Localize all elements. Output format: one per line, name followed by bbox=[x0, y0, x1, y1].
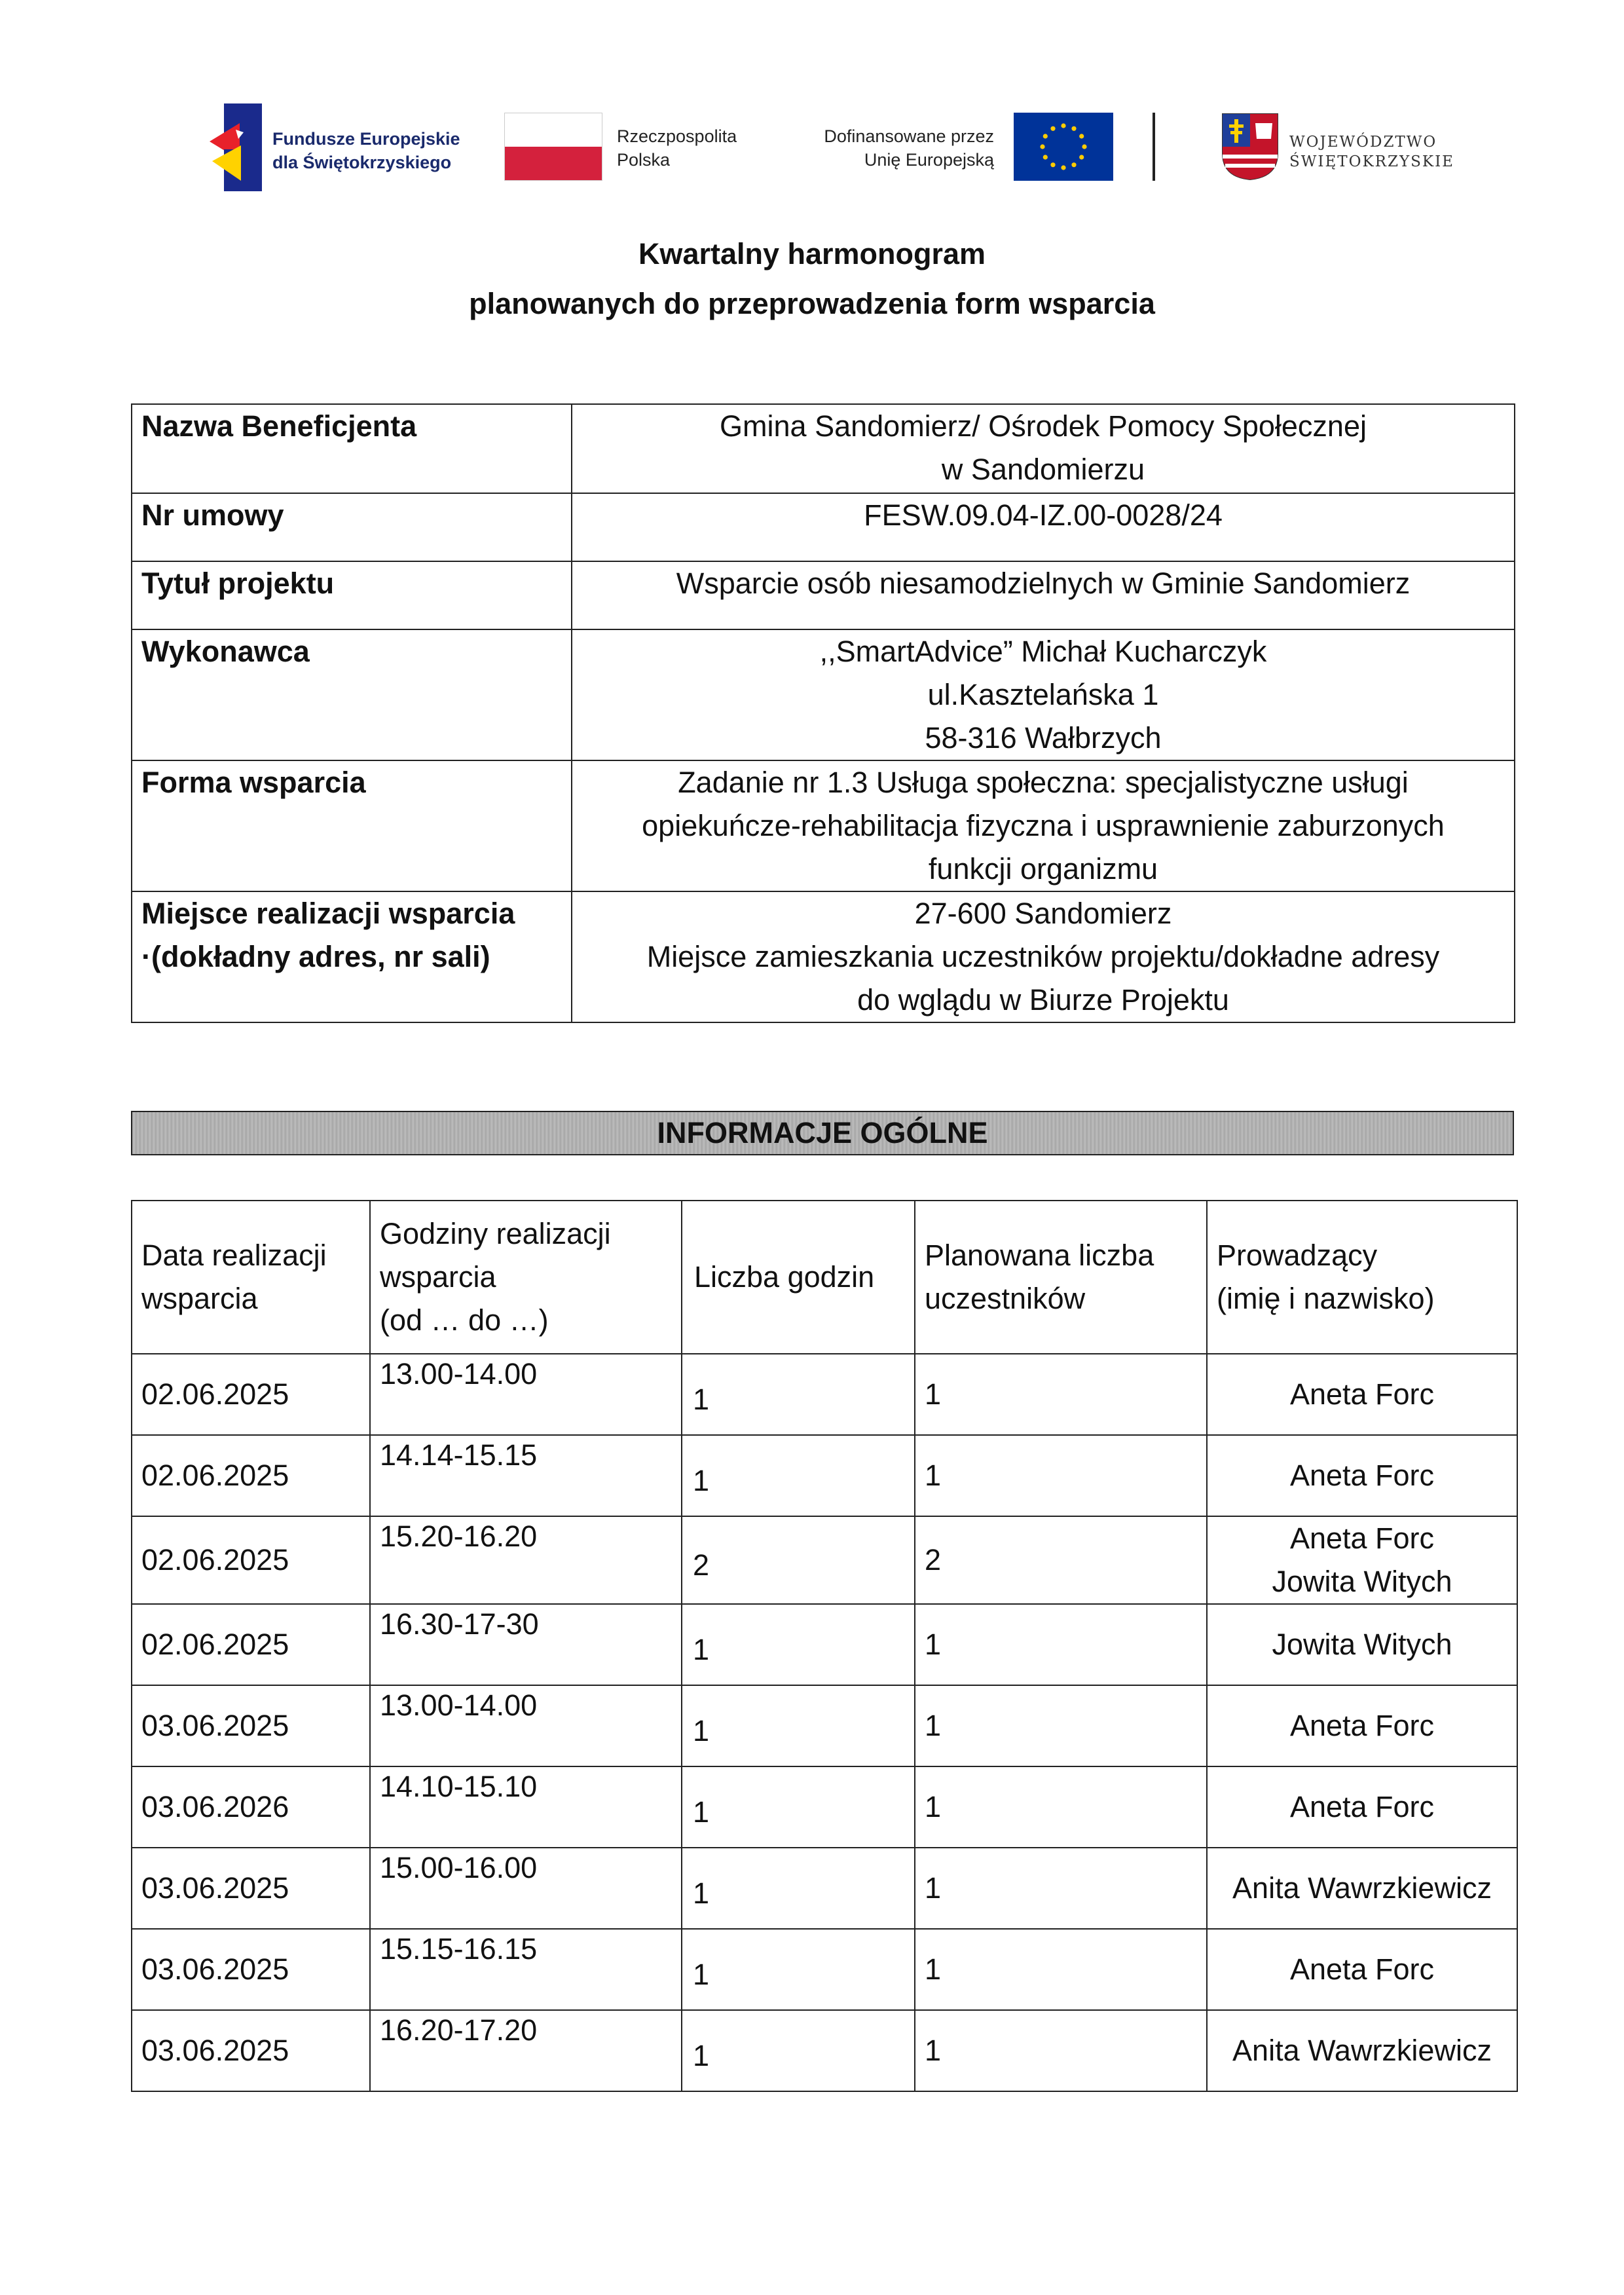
info-value bbox=[572, 404, 1515, 493]
cell-count: 1 bbox=[682, 1766, 915, 1848]
cell-leader bbox=[1207, 1604, 1517, 1685]
header-count bbox=[682, 1201, 915, 1354]
cell-date: 02.06.2025 bbox=[132, 1516, 370, 1604]
cell-hours: 15.20-16.20 bbox=[370, 1516, 682, 1604]
cell-date: 03.06.2025 bbox=[132, 1929, 370, 2010]
document-title bbox=[0, 229, 1624, 329]
cell-hours: 15.00-16.00 bbox=[370, 1848, 682, 1929]
eu-flag-icon bbox=[1014, 113, 1113, 181]
info-label: Wykonawca bbox=[132, 629, 572, 760]
table-row bbox=[132, 1435, 1517, 1516]
cell-count: 1 bbox=[682, 1435, 915, 1516]
header-line: Data realizacji bbox=[141, 1239, 327, 1272]
leader-name: Aneta Forc bbox=[1289, 1459, 1435, 1492]
cell-count: 2 bbox=[682, 1516, 915, 1604]
logo-fundusze-europejskie bbox=[210, 103, 485, 191]
info-value-line: Gmina Sandomierz/ Ośrodek Pomocy Społecznej bbox=[720, 409, 1367, 443]
cell-count: 1 bbox=[682, 1848, 915, 1929]
header-line: Godziny realizacji bbox=[380, 1217, 611, 1250]
logo-wojewodztwo-swietokrzyskie bbox=[1221, 113, 1454, 185]
schedule-header-row bbox=[132, 1201, 1517, 1354]
info-value: FESW.09.04-IZ.00-0028/24 bbox=[572, 493, 1515, 561]
cell-participants: 1 bbox=[915, 1848, 1207, 1929]
cell-date: 03.06.2025 bbox=[132, 2010, 370, 2091]
cell-leader bbox=[1207, 1354, 1517, 1435]
info-label-line: Miejsce realizacji wsparcia bbox=[141, 897, 515, 930]
leader-name: Aneta Forc bbox=[1289, 1377, 1435, 1411]
info-row-forma bbox=[132, 760, 1515, 891]
schedule-body bbox=[132, 1354, 1517, 2091]
info-row-miejsce bbox=[132, 891, 1515, 1022]
header-line: Liczba godzin bbox=[694, 1260, 875, 1294]
logo-sw-line1: WOJEWÓDZTWO bbox=[1289, 134, 1437, 151]
leader-name: Anita Wawrzkiewicz bbox=[1232, 1871, 1492, 1905]
header-line: Planowana liczba bbox=[925, 1239, 1154, 1272]
cell-count: 1 bbox=[682, 1604, 915, 1685]
cell-date: 03.06.2025 bbox=[132, 1848, 370, 1929]
cell-date: 03.06.2025 bbox=[132, 1685, 370, 1766]
cell-hours: 13.00-14.00 bbox=[370, 1354, 682, 1435]
cell-participants: 1 bbox=[915, 1604, 1207, 1685]
info-label bbox=[132, 891, 572, 1022]
info-value bbox=[572, 891, 1515, 1022]
cell-hours: 16.20-17.20 bbox=[370, 2010, 682, 2091]
schedule-table bbox=[131, 1200, 1518, 2092]
cell-hours: 15.15-16.15 bbox=[370, 1929, 682, 2010]
cell-hours: 13.00-14.00 bbox=[370, 1685, 682, 1766]
cell-participants: 1 bbox=[915, 1354, 1207, 1435]
info-value-line: do wglądu w Biurze Projektu bbox=[857, 983, 1229, 1017]
table-row bbox=[132, 1685, 1517, 1766]
fundusze-europejskie-icon bbox=[210, 103, 262, 191]
table-row bbox=[132, 1604, 1517, 1685]
cell-leader bbox=[1207, 1766, 1517, 1848]
cell-leader bbox=[1207, 1848, 1517, 1929]
logo-strip bbox=[210, 98, 1454, 196]
logo-pl-line1: Rzeczpospolita bbox=[617, 126, 737, 146]
info-row-tytul bbox=[132, 561, 1515, 629]
info-value-line: ,,SmartAdvice” Michał Kucharczyk bbox=[819, 635, 1267, 668]
cell-participants: 1 bbox=[915, 1766, 1207, 1848]
info-label: Nazwa Beneficjenta bbox=[132, 404, 572, 493]
logo-pl-line2: Polska bbox=[617, 150, 671, 170]
info-value-line: Zadanie nr 1.3 Usługa społeczna: specjalistyczne usługi bbox=[678, 766, 1409, 799]
cell-hours: 16.30-17-30 bbox=[370, 1604, 682, 1685]
table-row bbox=[132, 1516, 1517, 1604]
info-value bbox=[572, 760, 1515, 891]
table-row bbox=[132, 2010, 1517, 2091]
header-hours bbox=[370, 1201, 682, 1354]
logo-unia-europejska bbox=[786, 113, 1113, 185]
cell-hours: 14.14-15.15 bbox=[370, 1435, 682, 1516]
info-value-line: funkcji organizmu bbox=[928, 852, 1158, 886]
leader-name: Jowita Witych bbox=[1272, 1628, 1452, 1661]
header-line: wsparcia bbox=[380, 1260, 496, 1294]
cell-participants: 1 bbox=[915, 1435, 1207, 1516]
cell-participants: 1 bbox=[915, 1685, 1207, 1766]
header-leader bbox=[1207, 1201, 1517, 1354]
logo-sw-line2: ŚWIĘTOKRZYSKIE bbox=[1289, 153, 1454, 170]
header-line: (imię i nazwisko) bbox=[1217, 1282, 1435, 1315]
section-banner: INFORMACJE OGÓLNE bbox=[131, 1111, 1514, 1155]
info-label: Tytuł projektu bbox=[132, 561, 572, 629]
cell-leader bbox=[1207, 2010, 1517, 2091]
logo-eu-line1: Dofinansowane przez bbox=[824, 126, 994, 146]
cell-leader bbox=[1207, 1929, 1517, 2010]
header-line: Prowadzący bbox=[1217, 1239, 1378, 1272]
header-line: wsparcia bbox=[141, 1282, 258, 1315]
leader-name: Aneta Forc bbox=[1289, 1790, 1435, 1823]
info-value-line: ul.Kasztelańska 1 bbox=[927, 678, 1159, 711]
title-line1: Kwartalny harmonogram bbox=[638, 237, 986, 271]
info-value: Wsparcie osób niesamodzielnych w Gminie Sandomierz bbox=[572, 561, 1515, 629]
leader-name: Jowita Witych bbox=[1272, 1565, 1452, 1598]
logo-fe-line2: dla Świętokrzyskiego bbox=[272, 153, 452, 172]
cell-leader bbox=[1207, 1435, 1517, 1516]
cell-date: 02.06.2025 bbox=[132, 1435, 370, 1516]
leader-name: Aneta Forc bbox=[1289, 1709, 1435, 1742]
cell-date: 03.06.2026 bbox=[132, 1766, 370, 1848]
cell-participants: 2 bbox=[915, 1516, 1207, 1604]
leader-name: Aneta Forc bbox=[1289, 1521, 1435, 1555]
info-value-line: opiekuńcze-rehabilitacja fizyczna i usprawnienie zaburzonych bbox=[642, 809, 1445, 842]
cell-participants: 1 bbox=[915, 1929, 1207, 2010]
header-line: (od … do …) bbox=[380, 1303, 549, 1337]
cell-count: 1 bbox=[682, 1354, 915, 1435]
cell-participants: 1 bbox=[915, 2010, 1207, 2091]
leader-name: Aneta Forc bbox=[1289, 1952, 1435, 1986]
cell-count: 1 bbox=[682, 2010, 915, 2091]
cell-date: 02.06.2025 bbox=[132, 1354, 370, 1435]
info-row-wykonawca bbox=[132, 629, 1515, 760]
info-label: Forma wsparcia bbox=[132, 760, 572, 891]
leader-name: Anita Wawrzkiewicz bbox=[1232, 2034, 1492, 2067]
info-value-line: 58-316 Wałbrzych bbox=[925, 721, 1162, 755]
cell-count: 1 bbox=[682, 1685, 915, 1766]
table-row bbox=[132, 1766, 1517, 1848]
logo-fe-line1: Fundusze Europejskie bbox=[272, 129, 460, 149]
logo-eu-line2: Unię Europejską bbox=[864, 150, 994, 170]
info-value-line: Miejsce zamieszkania uczestników projektu/dokładne adresy bbox=[646, 940, 1440, 973]
cell-leader bbox=[1207, 1516, 1517, 1604]
polish-flag-icon bbox=[504, 113, 602, 181]
info-value bbox=[572, 629, 1515, 760]
table-row bbox=[132, 1354, 1517, 1435]
cell-date: 02.06.2025 bbox=[132, 1604, 370, 1685]
logo-divider bbox=[1153, 113, 1155, 181]
project-info-table bbox=[131, 403, 1515, 1023]
header-line: uczestników bbox=[925, 1282, 1086, 1315]
table-row bbox=[132, 1848, 1517, 1929]
table-row bbox=[132, 1929, 1517, 2010]
info-label-line: ·(dokładny adres, nr sali) bbox=[141, 940, 490, 973]
info-row-umowa bbox=[132, 493, 1515, 561]
logo-rzeczpospolita-polska bbox=[504, 113, 779, 185]
info-value-line: 27-600 Sandomierz bbox=[914, 897, 1172, 930]
title-line2: planowanych do przeprowadzenia form wsparcia bbox=[469, 287, 1155, 320]
info-label: Nr umowy bbox=[132, 493, 572, 561]
info-row-beneficjent bbox=[132, 404, 1515, 493]
header-date bbox=[132, 1201, 370, 1354]
info-value-line: w Sandomierzu bbox=[941, 453, 1145, 486]
coat-of-arms-icon bbox=[1221, 113, 1279, 181]
cell-leader bbox=[1207, 1685, 1517, 1766]
cell-count: 1 bbox=[682, 1929, 915, 2010]
header-participants bbox=[915, 1201, 1207, 1354]
cell-hours: 14.10-15.10 bbox=[370, 1766, 682, 1848]
